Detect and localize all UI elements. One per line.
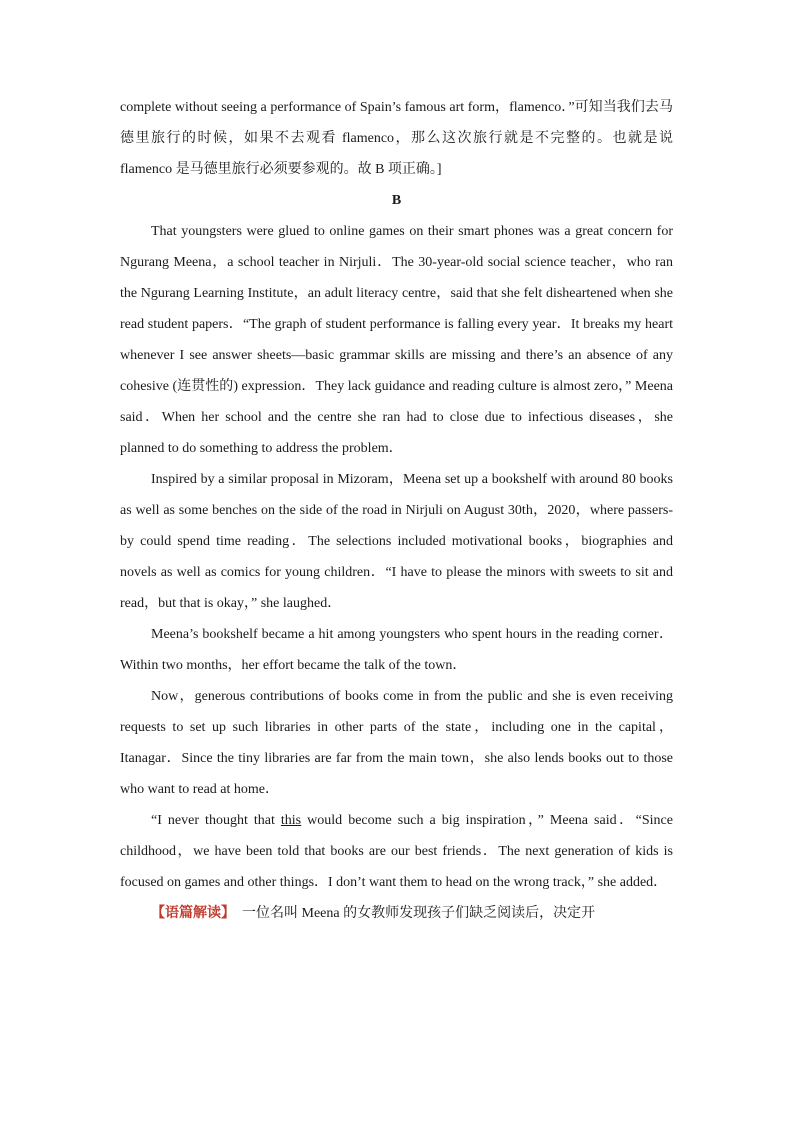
passage-paragraph-5 — [120, 805, 673, 898]
previous-answer-explanation: complete without seeing a performance of Spain’s famous art form，flamenco．”可知当我们去马德里旅行的时候，如果不去观看 flamenco，那么这次旅行就是不完整的。也就是说 flamenco 是马德里旅行必须要参观的。故 B 项正确。] — [120, 100, 673, 177]
quote-rest: would become such a big inspiration，” Meena said．“Since childhood，we have been told that books are our best friends．The next generation of kids is focused on games and other things．I don’t want them to head on the wrong track，” she added． — [120, 813, 673, 890]
passage-paragraph-2: Inspired by a similar proposal in Mizoram，Meena set up a bookshelf with around 80 books as well as some benches on the side of the road in Nirjuli on August 30th，2020，where passers-by could spend time reading．The selections included motivational books，biographies and novels as well as comics for young children．“I have to please the minors with sweets to sit and read，but that is okay，” she laughed． — [120, 472, 673, 611]
passage-paragraph-3: Meena’s bookshelf became a hit among youngsters who spent hours in the reading corner．Within two months，her effort became the talk of the town． — [120, 627, 673, 673]
passage-label: B — [391, 193, 402, 208]
analysis-text: 一位名叫 Meena 的女教师发现孩子们缺乏阅读后，决定开 — [242, 906, 596, 921]
underlined-word: this — [280, 813, 302, 828]
analysis-paragraph — [120, 898, 673, 929]
document-body — [120, 92, 673, 929]
passage-paragraph-1: That youngsters were glued to online games on their smart phones was a great concern for Ngurang Meena，a school teacher in Nirjuli．The 30-year-old social science teacher，who ran the Ngurang Learning Institute，an adult literacy centre，said that she felt disheartened when she read student papers．“The graph of student performance is falling every year．It breaks my heart whenever I see answer sheets—basic grammar skills are missing and there’s an absence of any cohesive (连贯性的) expression．They lack guidance and reading culture is almost zero，” Meena said．When her school and the centre she ran had to close due to infectious diseases，she planned to do something to address the problem． — [120, 224, 673, 456]
quote-opening: “I never thought that — [151, 813, 281, 828]
passage-paragraph-4: Now，generous contributions of books come in from the public and she is even receiving requests to set up such libraries in other parts of the state，including one in the capital，Itanagar．Since the tiny libraries are far from the main town，she also lends books out to those who want to read at home． — [120, 689, 673, 797]
analysis-tag: 【语篇解读】 — [151, 906, 228, 921]
